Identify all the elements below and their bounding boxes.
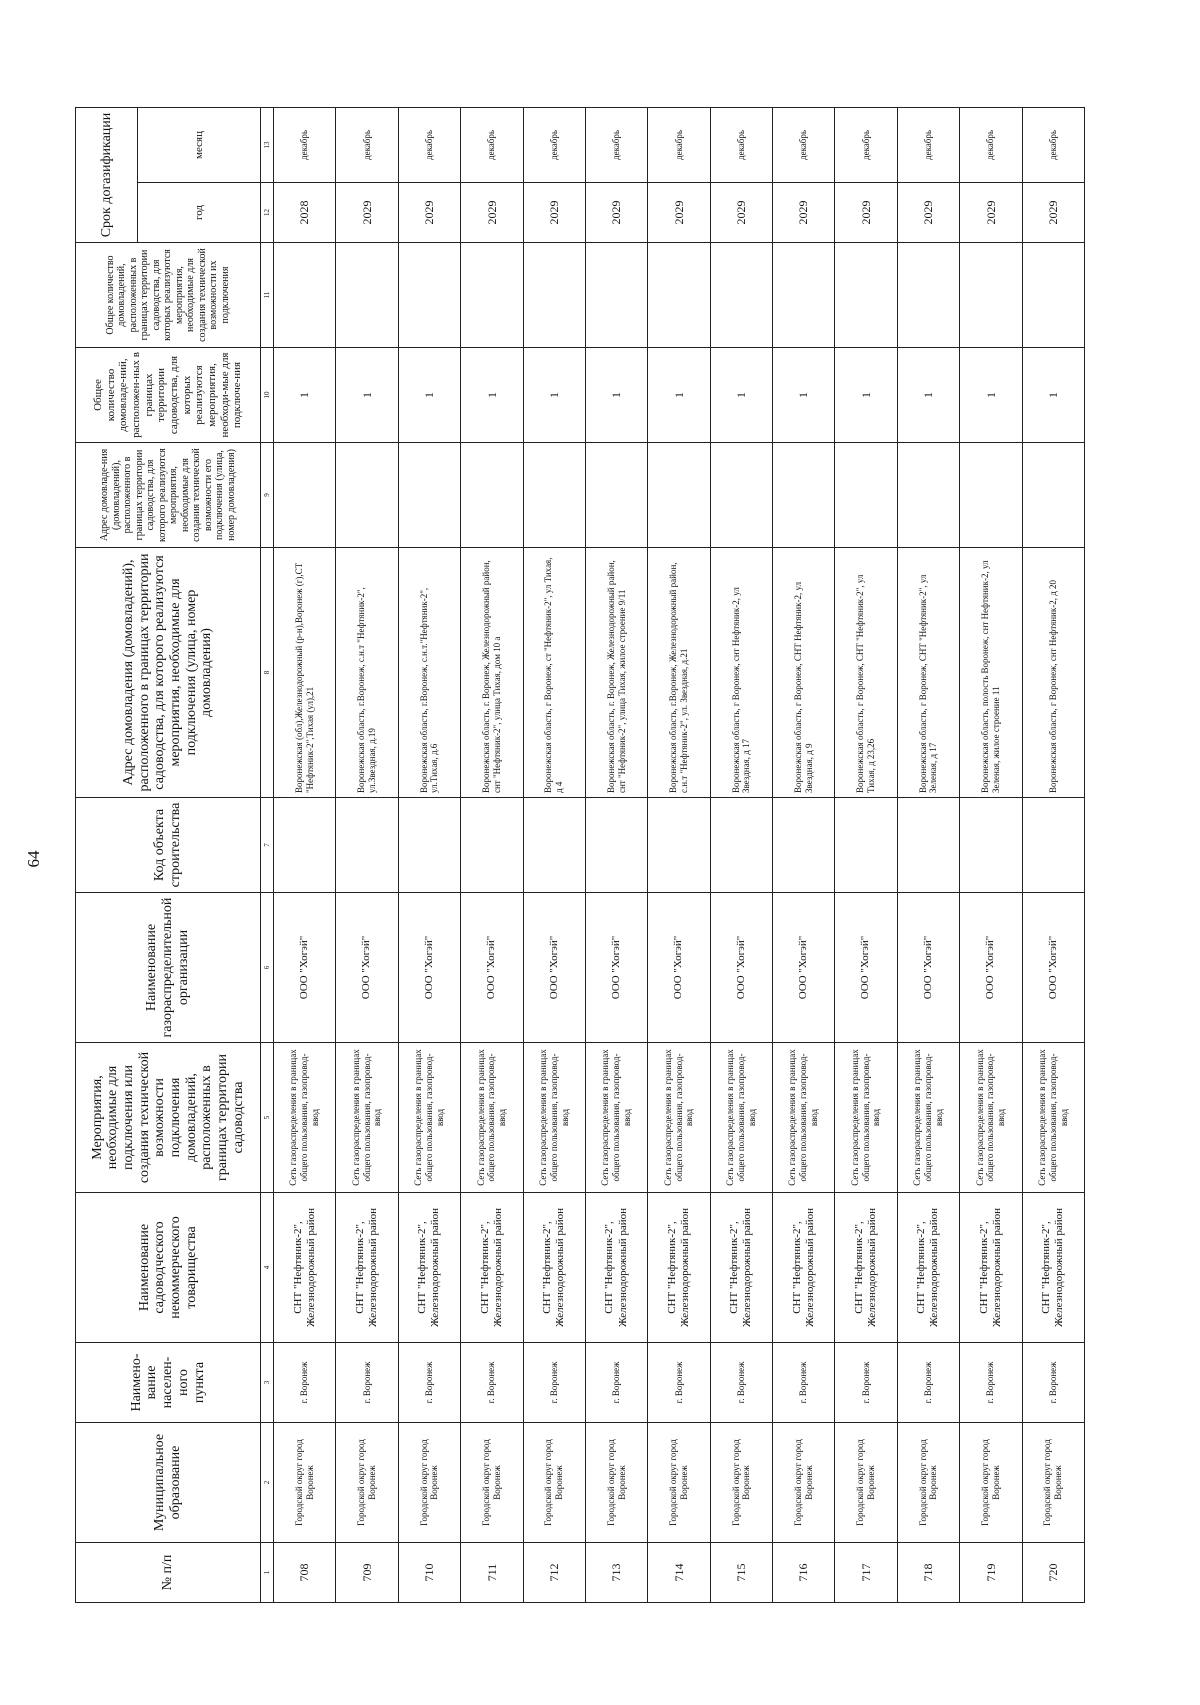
table-body — [274, 108, 1085, 1603]
cell-year: 2029 — [461, 183, 523, 243]
cell-snt-name: СНТ "Нефтяник-2", Железнодорожный район — [897, 1193, 959, 1343]
cell-settlement: г. Воронеж — [648, 1343, 710, 1423]
cell-gas-org: ООО "Хогэй" — [1022, 893, 1085, 1043]
cell-address-tech — [648, 443, 710, 548]
table-row — [336, 108, 398, 1603]
cell-count-connect: 1 — [461, 348, 523, 443]
cell-number: 714 — [648, 1543, 710, 1603]
cell-count-connect: 1 — [773, 348, 835, 443]
cell-address: Воронежская область, г.Воронеж, с.н.т."Нефтяник-2", ул.Тихая, д.6 — [398, 548, 460, 798]
cell-snt-name: СНТ "Нефтяник-2", Железнодорожный район — [1022, 1193, 1085, 1343]
cell-municipality: Городской округ город Воронеж — [960, 1423, 1022, 1543]
header-object-code: Код объекта строительства — [76, 798, 261, 893]
cell-object-code — [398, 798, 460, 893]
cell-event: Сеть газораспределения в границах общего пользования, газопровод-ввод — [710, 1043, 772, 1193]
column-number: 4 — [261, 1193, 274, 1343]
cell-count-tech — [648, 243, 710, 348]
cell-month: декабрь — [336, 108, 398, 183]
column-number: 3 — [261, 1343, 274, 1423]
cell-address: Воронежская область, г Воронеж, СНТ "Нефтяник-2", ул Зеленая, д 17 — [897, 548, 959, 798]
cell-municipality: Городской округ город Воронеж — [461, 1423, 523, 1543]
cell-municipality: Городской округ город Воронеж — [1022, 1423, 1085, 1543]
cell-count-connect: 1 — [835, 348, 897, 443]
cell-settlement: г. Воронеж — [1022, 1343, 1085, 1423]
cell-gas-org: ООО "Хогэй" — [648, 893, 710, 1043]
cell-settlement: г. Воронеж — [835, 1343, 897, 1423]
cell-object-code — [461, 798, 523, 893]
cell-count-connect: 1 — [336, 348, 398, 443]
cell-count-tech — [336, 243, 398, 348]
cell-gas-org: ООО "Хогэй" — [960, 893, 1022, 1043]
cell-count-tech — [835, 243, 897, 348]
cell-address: Воронежская область, г. Воронеж, Железнодорожный район, снт "Нефтяник-2", улица Тихая, дом 10 а — [461, 548, 523, 798]
cell-settlement: г. Воронеж — [960, 1343, 1022, 1423]
cell-address-tech — [1022, 443, 1085, 548]
cell-number: 712 — [523, 1543, 585, 1603]
cell-settlement: г. Воронеж — [274, 1343, 336, 1423]
cell-settlement: г. Воронеж — [773, 1343, 835, 1423]
header-address-tech: Адрес домовладе-ния (домовладений), расположенного в границах территории садоводства, для которого реализуются мероприятия, необходимые для создания технической возможности его подключения (улица, номер домовладения) — [76, 443, 261, 548]
cell-event: Сеть газораспределения в границах общего пользования, газопровод-ввод — [585, 1043, 647, 1193]
header-address: Адрес домовладения (домовладений), расположенного в границах территории садоводства, для которого реализуются мероприятия, необходимые для подключения (улица, номер домовладения) — [76, 548, 261, 798]
column-number: 9 — [261, 443, 274, 548]
column-number: 1 — [261, 1543, 274, 1603]
table-row — [835, 108, 897, 1603]
cell-year: 2029 — [398, 183, 460, 243]
cell-object-code — [710, 798, 772, 893]
cell-event: Сеть газораспределения в границах общего пользования, газопровод-ввод — [1022, 1043, 1085, 1193]
cell-address-tech — [274, 443, 336, 548]
table-row — [648, 108, 710, 1603]
cell-snt-name: СНТ "Нефтяник-2", Железнодорожный район — [648, 1193, 710, 1343]
cell-snt-name: СНТ "Нефтяник-2", Железнодорожный район — [398, 1193, 460, 1343]
cell-address-tech — [336, 443, 398, 548]
cell-count-tech — [274, 243, 336, 348]
header-snt-name: Наименование садоводческого некоммерческого товарищества — [76, 1193, 261, 1343]
cell-address-tech — [897, 443, 959, 548]
column-number: 12 — [261, 183, 274, 243]
table-row — [461, 108, 523, 1603]
cell-settlement: г. Воронеж — [710, 1343, 772, 1423]
cell-year: 2029 — [710, 183, 772, 243]
cell-address: Воронежская область, г Воронеж, снт Нефтяник-2, д 20 — [1022, 548, 1085, 798]
cell-gas-org: ООО "Хогэй" — [773, 893, 835, 1043]
cell-address: Воронежская область, г Воронеж, СНТ "Нефтяник-2", ул Тихая, д 23,26 — [835, 548, 897, 798]
cell-snt-name: СНТ "Нефтяник-2", Железнодорожный район — [461, 1193, 523, 1343]
cell-address: Воронежская область, г. Воронеж, Железнодорожный район, снт "Нефтяник-2", улица Тихая, жилое строение 9/11 — [585, 548, 647, 798]
cell-event: Сеть газораспределения в границах общего пользования, газопровод-ввод — [773, 1043, 835, 1193]
cell-count-connect: 1 — [523, 348, 585, 443]
cell-number: 710 — [398, 1543, 460, 1603]
header-month: месяц — [138, 108, 261, 183]
cell-month: декабрь — [773, 108, 835, 183]
header-count-connect: Общее количество домовладе-ний, расположен-ных в границах территории садоводства, для которых реализуются мероприятия, необходи-мые для подключе-ния — [76, 348, 261, 443]
cell-address-tech — [835, 443, 897, 548]
cell-month: декабрь — [897, 108, 959, 183]
cell-object-code — [773, 798, 835, 893]
table-row — [960, 108, 1022, 1603]
cell-settlement: г. Воронеж — [897, 1343, 959, 1423]
header-deadline: Срок догазификации — [76, 108, 138, 243]
cell-gas-org: ООО "Хогэй" — [585, 893, 647, 1043]
cell-count-tech — [710, 243, 772, 348]
cell-month: декабрь — [710, 108, 772, 183]
header-number: № п/п — [76, 1543, 261, 1603]
table-row — [1022, 108, 1085, 1603]
cell-event: Сеть газораспределения в границах общего пользования, газопровод-ввод — [897, 1043, 959, 1193]
cell-year: 2029 — [773, 183, 835, 243]
cell-address: Воронежская область, г.Воронеж, с.н.т "Нефтяник-2", ул.Звездная, д.19 — [336, 548, 398, 798]
cell-object-code — [648, 798, 710, 893]
cell-settlement: г. Воронеж — [461, 1343, 523, 1423]
cell-gas-org: ООО "Хогэй" — [336, 893, 398, 1043]
cell-number: 709 — [336, 1543, 398, 1603]
cell-municipality: Городской округ город Воронеж — [398, 1423, 460, 1543]
cell-month: декабрь — [648, 108, 710, 183]
cell-address: Воронежская область, г.Воронеж, Железнодорожный район, с.н.т "Нефтяник-2", ул. Звездная, д.21 — [648, 548, 710, 798]
table-row — [773, 108, 835, 1603]
cell-municipality: Городской округ город Воронеж — [835, 1423, 897, 1543]
cell-year: 2029 — [1022, 183, 1085, 243]
rotated-table-container — [75, 108, 1085, 1603]
cell-snt-name: СНТ "Нефтяник-2", Железнодорожный район — [835, 1193, 897, 1343]
cell-settlement: г. Воронеж — [585, 1343, 647, 1423]
cell-month: декабрь — [274, 108, 336, 183]
cell-number: 718 — [897, 1543, 959, 1603]
cell-month: декабрь — [585, 108, 647, 183]
page-number-container — [6, 846, 62, 872]
cell-number: 717 — [835, 1543, 897, 1603]
cell-address: Воронежская область, полость Воронеж, снт Нефтяник-2, ул Зеленая, жилое строение 11 — [960, 548, 1022, 798]
header-municipality: Муниципальное образование — [76, 1423, 261, 1543]
header-settlement: Наимено-вание населен-ного пункта — [76, 1343, 261, 1423]
cell-count-connect: 1 — [897, 348, 959, 443]
cell-event: Сеть газораспределения в границах общего пользования, газопровод-ввод — [461, 1043, 523, 1193]
cell-year: 2029 — [523, 183, 585, 243]
cell-gas-org: ООО "Хогэй" — [897, 893, 959, 1043]
cell-event: Сеть газораспределения в границах общего пользования, газопровод-ввод — [523, 1043, 585, 1193]
cell-count-connect: 1 — [1022, 348, 1085, 443]
cell-count-tech — [773, 243, 835, 348]
header-year: год — [138, 183, 261, 243]
column-number: 2 — [261, 1423, 274, 1543]
cell-count-tech — [1022, 243, 1085, 348]
cell-year: 2029 — [960, 183, 1022, 243]
cell-count-connect: 1 — [710, 348, 772, 443]
table-row — [274, 108, 336, 1603]
cell-number: 713 — [585, 1543, 647, 1603]
cell-gas-org: ООО "Хогэй" — [710, 893, 772, 1043]
cell-count-connect: 1 — [648, 348, 710, 443]
cell-snt-name: СНТ "Нефтяник-2", Железнодорожный район — [523, 1193, 585, 1343]
cell-gas-org: ООО "Хогэй" — [523, 893, 585, 1043]
column-number: 13 — [261, 108, 274, 183]
cell-month: декабрь — [461, 108, 523, 183]
cell-event: Сеть газораспределения в границах общего пользования, газопровод-ввод — [960, 1043, 1022, 1193]
cell-settlement: г. Воронеж — [523, 1343, 585, 1423]
cell-gas-org: ООО "Хогэй" — [461, 893, 523, 1043]
cell-number: 711 — [461, 1543, 523, 1603]
cell-municipality: Городской округ город Воронеж — [585, 1423, 647, 1543]
cell-address: Воронежская область, г Воронеж, снт Нефтяник-2, ул Звездная, д 17 — [710, 548, 772, 798]
cell-municipality: Городской округ город Воронеж — [274, 1423, 336, 1543]
column-number: 5 — [261, 1043, 274, 1193]
cell-month: декабрь — [523, 108, 585, 183]
column-number: 10 — [261, 348, 274, 443]
cell-number: 716 — [773, 1543, 835, 1603]
cell-year: 2029 — [585, 183, 647, 243]
cell-number: 720 — [1022, 1543, 1085, 1603]
cell-address-tech — [585, 443, 647, 548]
cell-settlement: г. Воронеж — [398, 1343, 460, 1423]
cell-address-tech — [773, 443, 835, 548]
column-number: 6 — [261, 893, 274, 1043]
cell-object-code — [274, 798, 336, 893]
cell-object-code — [835, 798, 897, 893]
column-number: 7 — [261, 798, 274, 893]
table-row — [710, 108, 772, 1603]
column-number: 11 — [261, 243, 274, 348]
cell-address: Воронежская (обл),Железнодорожный (р-н),Воронеж (г),СТ "Нефтяник-2",Тихая (ул),21 — [274, 548, 336, 798]
cell-count-connect: 1 — [274, 348, 336, 443]
cell-municipality: Городской округ город Воронеж — [648, 1423, 710, 1543]
cell-month: декабрь — [835, 108, 897, 183]
cell-object-code — [1022, 798, 1085, 893]
cell-month: декабрь — [398, 108, 460, 183]
table-row — [897, 108, 959, 1603]
cell-count-tech — [523, 243, 585, 348]
cell-count-tech — [897, 243, 959, 348]
cell-event: Сеть газораспределения в границах общего пользования, газопровод-ввод — [398, 1043, 460, 1193]
table-row — [523, 108, 585, 1603]
cell-number: 708 — [274, 1543, 336, 1603]
page-number: 64 — [24, 850, 43, 868]
header-events: Мероприятия, необходимые для подключения или создания технической возможности подключения домовладений, расположенных в границах территории садоводства — [76, 1043, 261, 1193]
cell-municipality: Городской округ город Воронеж — [336, 1423, 398, 1543]
cell-address: Воронежская область, г Воронеж, ст "Нефтяник-2", ул Тихая, д 4 — [523, 548, 585, 798]
gasification-table — [75, 107, 1085, 1603]
cell-month: декабрь — [1022, 108, 1085, 183]
cell-count-connect: 1 — [398, 348, 460, 443]
cell-event: Сеть газораспределения в границах общего пользования, газопровод-ввод — [336, 1043, 398, 1193]
cell-count-tech — [398, 243, 460, 348]
cell-object-code — [585, 798, 647, 893]
cell-object-code — [523, 798, 585, 893]
cell-municipality: Городской округ город Воронеж — [523, 1423, 585, 1543]
table-row — [398, 108, 460, 1603]
cell-address: Воронежская область, г Воронеж, СНТ Нефтяник-2, ул Звездная, д 9 — [773, 548, 835, 798]
cell-settlement: г. Воронеж — [336, 1343, 398, 1423]
cell-snt-name: СНТ "Нефтяник-2", Железнодорожный район — [336, 1193, 398, 1343]
cell-count-connect: 1 — [585, 348, 647, 443]
cell-count-tech — [461, 243, 523, 348]
cell-event: Сеть газораспределения в границах общего пользования, газопровод-ввод — [274, 1043, 336, 1193]
cell-number: 715 — [710, 1543, 772, 1603]
cell-year: 2028 — [274, 183, 336, 243]
header-gas-org: Наименование газораспределительной организации — [76, 893, 261, 1043]
cell-gas-org: ООО "Хогэй" — [274, 893, 336, 1043]
cell-municipality: Городской округ город Воронеж — [897, 1423, 959, 1543]
cell-count-tech — [960, 243, 1022, 348]
cell-address-tech — [523, 443, 585, 548]
cell-snt-name: СНТ "Нефтяник-2", Железнодорожный район — [960, 1193, 1022, 1343]
cell-gas-org: ООО "Хогэй" — [835, 893, 897, 1043]
cell-number: 719 — [960, 1543, 1022, 1603]
column-number: 8 — [261, 548, 274, 798]
cell-year: 2029 — [336, 183, 398, 243]
cell-snt-name: СНТ "Нефтяник-2", Железнодорожный район — [773, 1193, 835, 1343]
cell-snt-name: СНТ "Нефтяник-2", Железнодорожный район — [710, 1193, 772, 1343]
cell-event: Сеть газораспределения в границах общего пользования, газопровод-ввод — [835, 1043, 897, 1193]
cell-count-tech — [585, 243, 647, 348]
cell-year: 2029 — [835, 183, 897, 243]
cell-address-tech — [960, 443, 1022, 548]
cell-address-tech — [710, 443, 772, 548]
cell-municipality: Городской округ город Воронеж — [710, 1423, 772, 1543]
cell-year: 2029 — [648, 183, 710, 243]
cell-event: Сеть газораспределения в границах общего пользования, газопровод-ввод — [648, 1043, 710, 1193]
cell-snt-name: СНТ "Нефтяник-2", Железнодорожный район — [585, 1193, 647, 1343]
column-numbers-row — [261, 108, 274, 1603]
cell-gas-org: ООО "Хогэй" — [398, 893, 460, 1043]
cell-year: 2029 — [897, 183, 959, 243]
cell-count-connect: 1 — [960, 348, 1022, 443]
cell-address-tech — [398, 443, 460, 548]
cell-object-code — [897, 798, 959, 893]
cell-address-tech — [461, 443, 523, 548]
cell-object-code — [960, 798, 1022, 893]
cell-month: декабрь — [960, 108, 1022, 183]
cell-municipality: Городской округ город Воронеж — [773, 1423, 835, 1543]
cell-object-code — [336, 798, 398, 893]
header-count-tech: Общее количество домовладений, расположенных в границах территории садоводства, для которых реализуются мероприятия, необходимые для создания технической возможности их подключения — [76, 243, 261, 348]
table-row — [585, 108, 647, 1603]
cell-snt-name: СНТ "Нефтяник-2", Железнодорожный район — [274, 1193, 336, 1343]
